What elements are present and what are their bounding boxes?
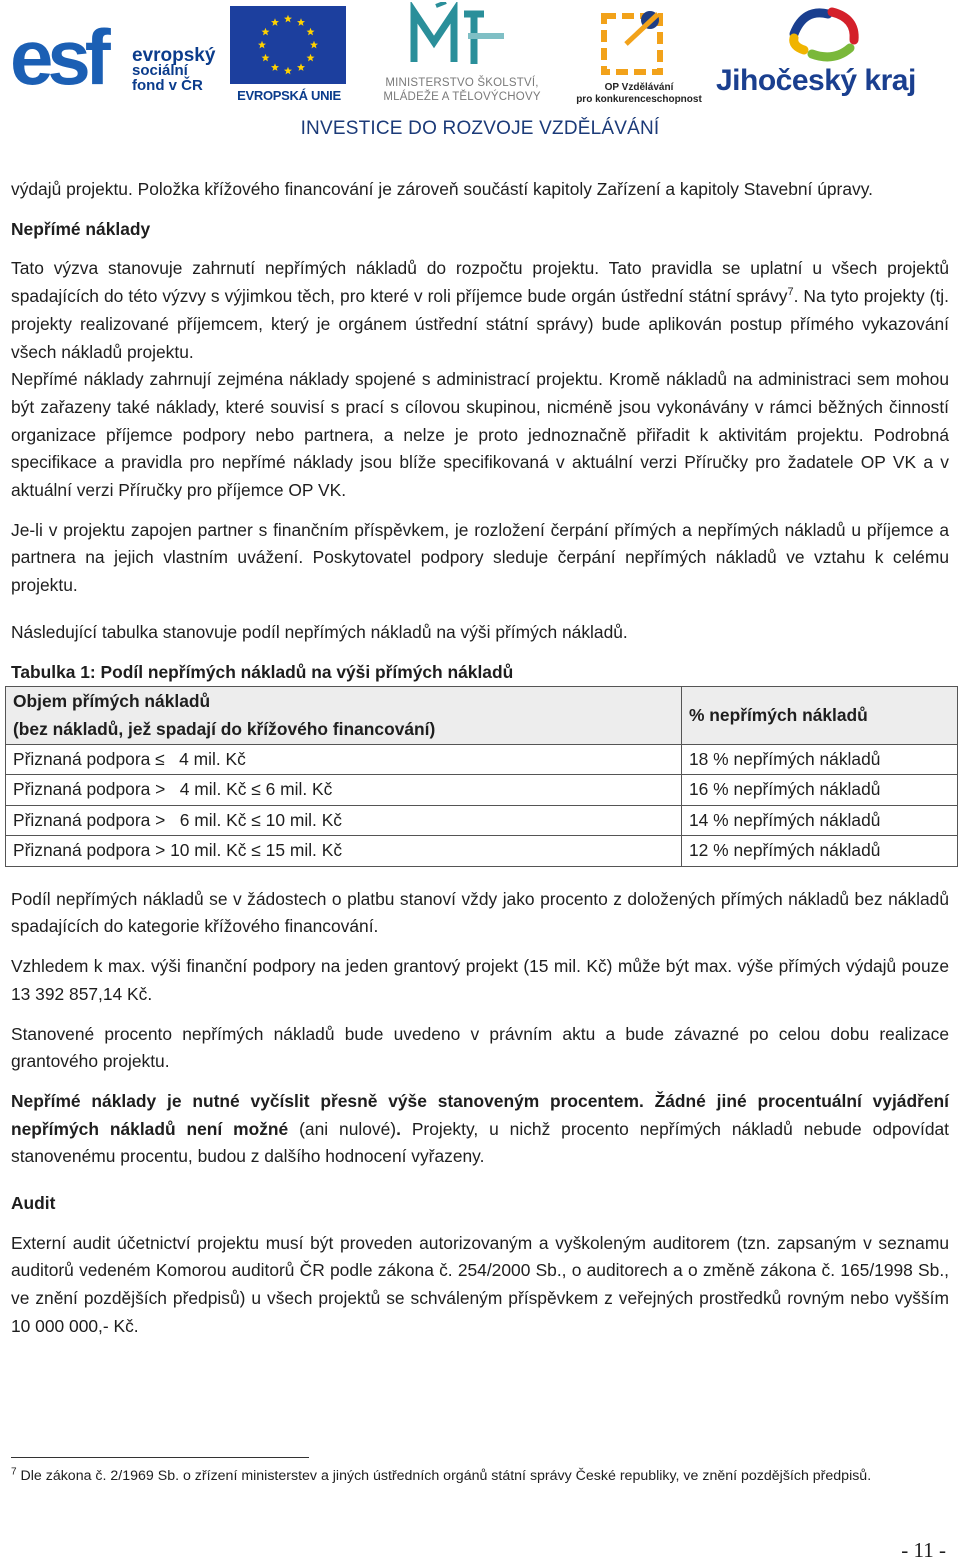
table-header-direct-costs-line-2: (bez nákladů, jež spadají do křížového financování) (13, 718, 436, 739)
heading-audit: Audit (11, 1193, 56, 1214)
table-header-direct-costs-line-1: Objem přímých nákladů (13, 691, 211, 712)
eu-label: EVROPSKÁ UNIE (237, 88, 341, 103)
msmt-logo (356, 2, 566, 106)
paragraph-exact-percent-normal-2: Projekty, u nichž procento nepřímých nákladů nebude odpovídat stanovenému procentu, budou z dalšího hodnocení vyřazeny. (11, 1118, 950, 1167)
footnote-mark: 7 (11, 1466, 17, 1478)
paragraph-indirect-rules-b: . Na tyto projekty (tj. projekty realizované příjemcem, který je orgánem ústřední státní správy) bude aplikován postup přímého vykazování všech nákladů projektu. (11, 286, 949, 362)
eu-logo (226, 4, 348, 104)
paragraph-partner: Je-li v projektu zapojen partner s finančním příspěvkem, je rozložení čerpání přímých a nepřímých nákladů u příjemce a partnera na jejich vlastním uvážení. Poskytovatel podpory sleduje čerpání nepřímých nákladů ve vztahu k celému projektu. (11, 519, 949, 596)
jihocesky-kraj-logo (714, 2, 950, 106)
table-cell-share: 12 % nepřímých nákladů (682, 836, 958, 866)
table-header-row (6, 687, 958, 745)
opvk-mark-icon (598, 6, 674, 78)
opvk-line-1: OP Vzdělávání (604, 82, 674, 93)
table-row (6, 805, 958, 835)
table-cell-range: Přiznaná podpora ≤ 4 mil. Kč (6, 745, 682, 775)
table-cell-range: Přiznaná podpora > 4 mil. Kč ≤ 6 mil. Kč (6, 775, 682, 805)
header-logos (0, 0, 960, 150)
investice-slogan: INVESTICE DO ROZVOJE VZDĚLÁVÁNÍ (300, 118, 660, 139)
footnote (11, 1465, 949, 1488)
table-row (6, 745, 958, 775)
svg-text:esf: esf (10, 13, 105, 98)
opvk-line-2: pro konkurenceschopnost (576, 94, 702, 105)
footnote-text: Dle zákona č. 2/1969 Sb. o zřízení ministerstev a jiných ústředních orgánů státní správy České republiky, ve znění pozdějších předpisů. (16, 1468, 872, 1484)
paragraph-exact-percent-bold-1: Nepřímé náklady je nutné vyčíslit přesně výše stanoveným procentem. Žádné jiné procentuální vyjádření nepřímých nákladů není možné (11, 1090, 949, 1139)
paragraph-exact-percent (11, 1088, 949, 1171)
esf-line-1: evropský (132, 45, 216, 66)
document-body (11, 176, 949, 1341)
esf-line-3: fond v ČR (132, 77, 203, 94)
msmt-mark-icon (406, 2, 516, 72)
paragraph-audit: Externí audit účetnictví projektu musí být proveden autorizovaným a vyškoleným auditorem (tzn. zapsaným v seznamu auditorů vedeném Komorou auditorů ČR podle zákona č. 254/2000 Sb., o auditorech a o změně zákona č. 165/1998 Sb., ve znění pozdějších předpisů) u všech projektů se schváleným příspěvkem z veřejných prostředků rovným nebo vyšším 10 000 000,- Kč. (11, 1232, 949, 1336)
paragraph-cross-financing: výdajů projektu. Položka křížového financování je zároveň součástí kapitoly Zařízení a kapitoly Stavební úpravy. (11, 179, 873, 199)
msmt-line-2: MLÁDEŽE A TĚLOVÝCHOVY (383, 91, 541, 103)
jihocesky-kraj-mark-icon (784, 4, 864, 62)
paragraph-exact-percent-normal-1: (ani nulové) (288, 1118, 397, 1139)
region-name: Jihočeský kraj (716, 64, 916, 97)
esf-mark-icon (10, 12, 118, 98)
table-row (6, 836, 958, 866)
esf-wordmark (132, 45, 216, 94)
paragraph-max-support: Vzhledem k max. výši finanční podpory na jeden grantový projekt (15 mil. Kč) může být max. výše přímých výdajů pouze 13 392 857,14 Kč. (11, 956, 949, 1004)
table-cell-share: 18 % nepřímých nákladů (682, 745, 958, 775)
heading-neprime-naklady: Nepřímé náklady (11, 218, 151, 239)
table-row (6, 775, 958, 805)
esf-line-2: sociální (132, 62, 188, 79)
indirect-costs-table (5, 686, 958, 866)
footnote-ref: 7 (787, 286, 794, 299)
paragraph-legal-act: Stanovené procento nepřímých nákladů bude uvedeno v právním aktu a bude závazné po celou dobu realizace grantového projektu. (11, 1023, 949, 1072)
table-caption: Tabulka 1: Podíl nepřímých nákladů na výši přímých nákladů (11, 661, 514, 682)
paragraph-table-intro: Následující tabulka stanovuje podíl nepřímých nákladů na výši přímých nákladů. (11, 621, 628, 642)
table-cell-share: 14 % nepřímých nákladů (682, 805, 958, 835)
table-header-direct-costs (6, 687, 682, 745)
paragraph-indirect-rules (11, 255, 949, 366)
opvk-logo (572, 4, 706, 104)
footnote-separator (11, 1457, 309, 1458)
eu-flag-icon (230, 6, 346, 84)
page-number: - 11 - (901, 1538, 946, 1562)
table-cell-range: Přiznaná podpora > 10 mil. Kč ≤ 15 mil. Kč (6, 836, 682, 866)
esf-logo (10, 4, 220, 104)
table-cell-share: 16 % nepřímých nákladů (682, 775, 958, 805)
opvk-text (572, 82, 706, 106)
table-cell-range: Přiznaná podpora > 6 mil. Kč ≤ 10 mil. Kč (6, 805, 682, 835)
table-header-indirect-share: % nepřímých nákladů (682, 687, 958, 745)
paragraph-indirect-content: Nepřímé náklady zahrnují zejména náklady spojené s administrací projektu. Kromě nákladů na administraci sem mohou být zařazeny také náklady, které souvisí s prací s cílovou skupinou, nicméně jsou vykonávány v rámci běžných činností organizace příjemce podpory nebo partnera, a nelze je proto jednoznačně přiřadit k aktivitám projektu. Podrobná specifikace a pravidla pro nepřímé náklady jsou blíže specifikovaná v aktuální verzi Příručky pro žadatele OP VK a v aktuální verzi Příručky pro příjemce OP VK. (11, 369, 949, 501)
paragraph-exact-percent-bold-2: . (396, 1118, 401, 1139)
paragraph-indirect-rules-a: Tato výzva stanovuje zahrnutí nepřímých nákladů do rozpočtu projektu. Tato pravidla se uplatní u všech projektů spadajících do této výzvy s výjimkou těch, pro které v roli příjemce bude orgán ústřední státní správy (11, 258, 949, 307)
msmt-line-1: MINISTERSTVO ŠKOLSTVÍ, (385, 77, 539, 89)
msmt-text (356, 76, 568, 104)
paragraph-payment-claims: Podíl nepřímých nákladů se v žádostech o platbu stanoví vždy jako procento z doložených přímých nákladů bez nákladů spadajících do kategorie křížového financování. (11, 888, 949, 937)
